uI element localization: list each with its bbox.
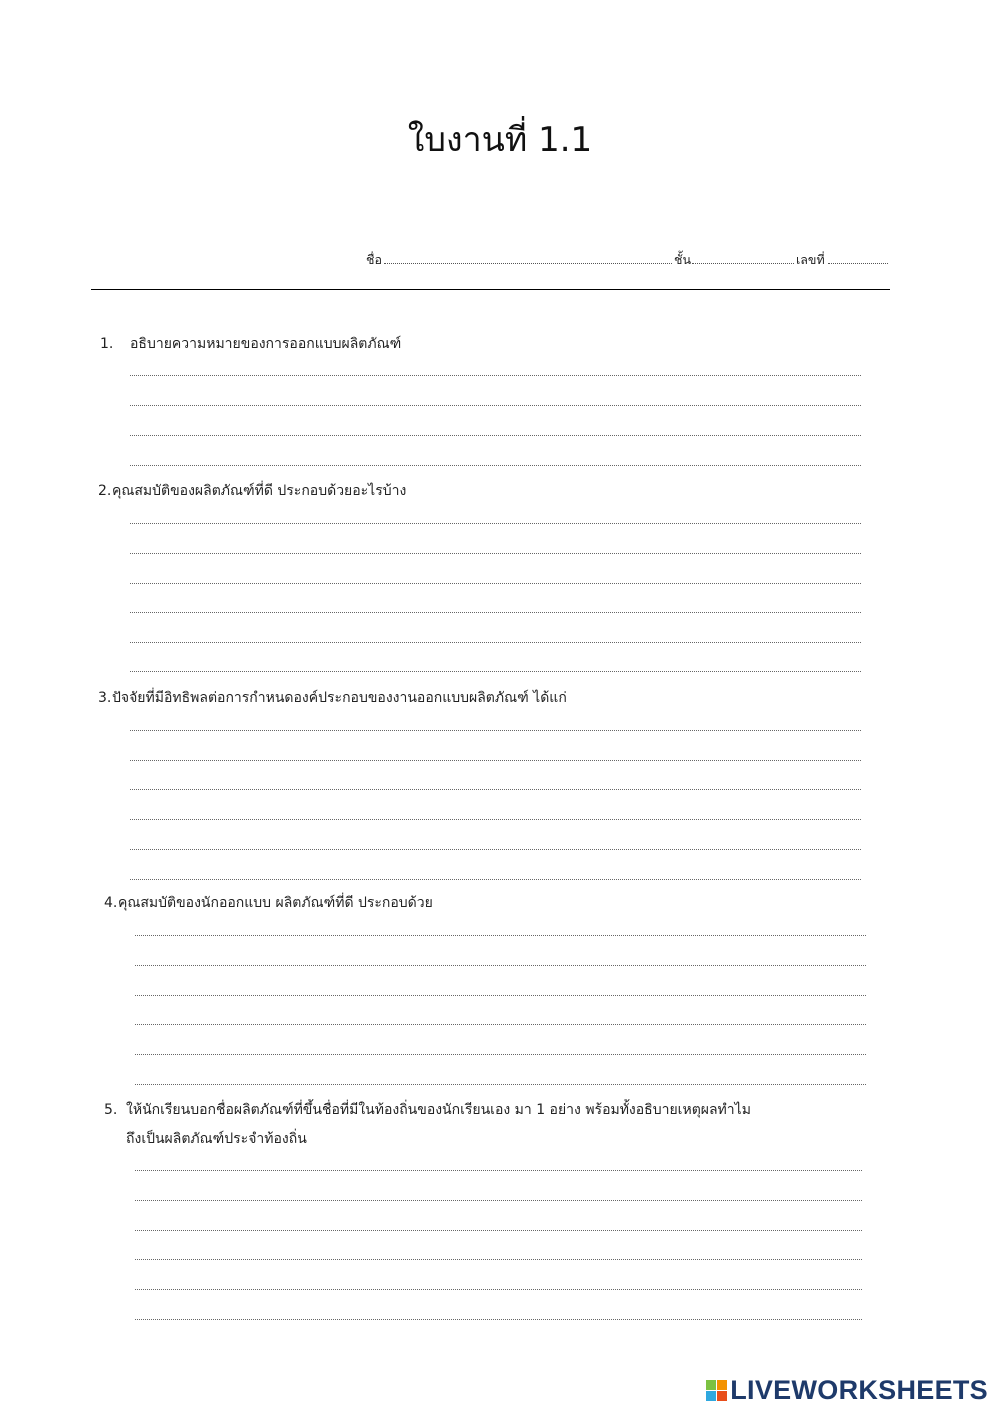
answer-line[interactable] <box>130 465 861 466</box>
answer-line[interactable] <box>135 965 866 966</box>
logo-square-red <box>717 1391 727 1401</box>
question-3 <box>98 687 567 709</box>
question-text: คุณสมบัติของผลิตภัณฑ์ที่ดี ประกอบด้วยอะไรบ้าง <box>112 483 407 499</box>
question-number: 2. <box>98 483 112 499</box>
answer-line[interactable] <box>130 671 861 672</box>
answer-line[interactable] <box>130 760 861 761</box>
answer-line[interactable] <box>135 1289 862 1290</box>
worksheet-title: ใบงานที่ 1.1 <box>407 120 593 160</box>
answer-line[interactable] <box>130 819 861 820</box>
name-label: ชื่อ <box>366 252 382 267</box>
question-number: 5. <box>104 1102 118 1118</box>
liveworksheets-logo-icon <box>706 1380 727 1401</box>
answer-line[interactable] <box>130 523 861 524</box>
answer-line[interactable] <box>135 1084 866 1085</box>
answer-line[interactable] <box>130 730 861 731</box>
liveworksheets-logo <box>706 1375 988 1406</box>
answer-line[interactable] <box>135 1230 862 1231</box>
question-text: ให้นักเรียนบอกชื่อผลิตภัณฑ์ที่ขึ้นชื่อที่มีในท้องถิ่นของนักเรียนเอง มา 1 อย่าง พร้อมทั้งอธิบายเหตุผลทำไม <box>126 1102 751 1118</box>
class-field[interactable] <box>692 251 794 264</box>
answer-line[interactable] <box>130 405 861 406</box>
question-number: 4. <box>104 895 118 911</box>
answer-line[interactable] <box>130 879 861 880</box>
question-number: 1. <box>100 336 114 352</box>
question-1 <box>100 333 401 355</box>
name-field[interactable] <box>384 251 672 264</box>
class-label: ชั้น <box>674 252 692 267</box>
number-field[interactable] <box>828 251 888 264</box>
question-text: อธิบายความหมายของการออกแบบผลิตภัณฑ์ <box>130 336 402 352</box>
answer-line[interactable] <box>130 642 861 643</box>
answer-line[interactable] <box>135 1259 862 1260</box>
answer-line[interactable] <box>135 1024 866 1025</box>
answer-line[interactable] <box>135 995 866 996</box>
answer-line[interactable] <box>130 612 861 613</box>
number-label: เลขที่ <box>796 252 825 267</box>
answer-line[interactable] <box>130 849 861 850</box>
question-number: 3. <box>98 690 112 706</box>
logo-square-cyan <box>706 1391 716 1401</box>
answer-line[interactable] <box>135 1054 866 1055</box>
question-2 <box>98 480 406 502</box>
logo-square-green <box>706 1380 716 1390</box>
question-5 <box>104 1099 751 1121</box>
question-5-continued: ถึงเป็นผลิตภัณฑ์ประจำท้องถิ่น <box>126 1131 307 1147</box>
question-4 <box>104 892 433 914</box>
answer-line[interactable] <box>130 553 861 554</box>
answer-line[interactable] <box>130 375 861 376</box>
logo-square-orange <box>717 1380 727 1390</box>
logo-text: LIVEWORKSHEETS <box>730 1375 988 1405</box>
answer-line[interactable] <box>130 583 861 584</box>
question-text: ปัจจัยที่มีอิทธิพลต่อการกำหนดองค์ประกอบของงานออกแบบผลิตภัณฑ์ ได้แก่ <box>112 690 567 706</box>
answer-line[interactable] <box>135 1170 862 1171</box>
header-divider <box>91 289 890 290</box>
answer-line[interactable] <box>135 1200 862 1201</box>
answer-line[interactable] <box>130 789 861 790</box>
answer-line[interactable] <box>135 1319 862 1320</box>
answer-line[interactable] <box>135 935 866 936</box>
question-text: คุณสมบัติของนักออกแบบ ผลิตภัณฑ์ที่ดี ประกอบด้วย <box>118 895 433 911</box>
answer-line[interactable] <box>130 435 861 436</box>
